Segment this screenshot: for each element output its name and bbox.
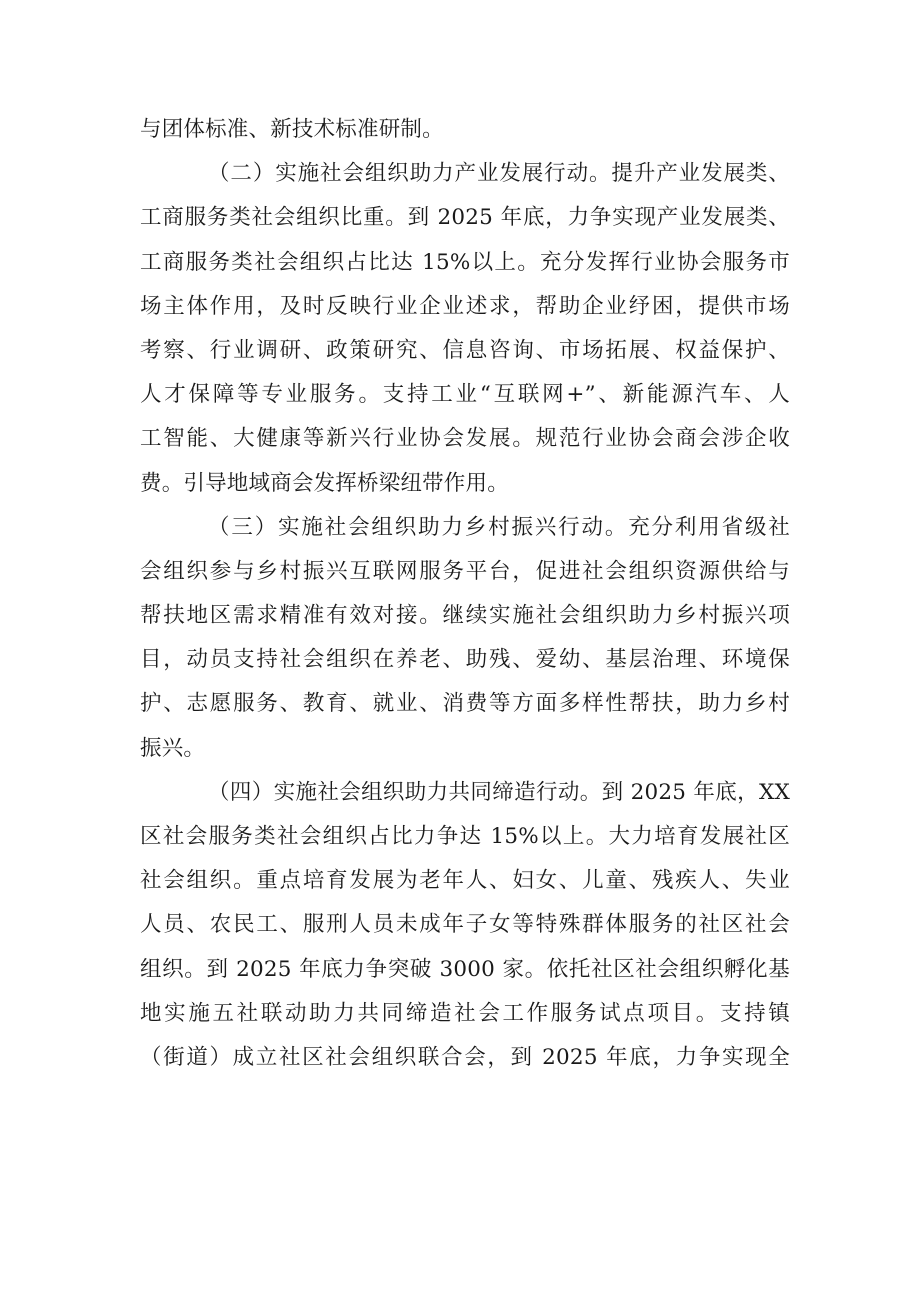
text-line: 目，动员支持社会组织在养老、助残、爱幼、基层治理、环境保 bbox=[140, 647, 790, 673]
text-line: 会组织参与乡村振兴互联网服务平台，促进社会组织资源供给与 bbox=[140, 558, 790, 584]
text-line: 工商服务类社会组织比重。到 2025 年底，力争实现产业发展类、 bbox=[140, 205, 790, 231]
text-line: （二）实施社会组织助力产业发展行动。提升产业发展类、 bbox=[208, 161, 790, 187]
text-line: 考察、行业调研、政策研究、信息咨询、市场拓展、权益保护、 bbox=[140, 337, 790, 363]
text-line: （四）实施社会组织助力共同缔造行动。到 2025 年底，XX bbox=[208, 779, 790, 805]
text-line: 帮扶地区需求精准有效对接。继续实施社会组织助力乡村振兴项 bbox=[140, 603, 790, 629]
text-line: 护、志愿服务、教育、就业、消费等方面多样性帮扶，助力乡村 bbox=[140, 691, 790, 717]
text-line: （街道）成立社区社会组织联合会，到 2025 年底，力争实现全 bbox=[140, 1044, 790, 1070]
text-line: 振兴。 bbox=[140, 735, 206, 761]
text-line: 工商服务类社会组织占比达 15%以上。充分发挥行业协会服务市 bbox=[140, 249, 790, 275]
text-line: 人才保障等专业服务。支持工业“互联网+”、新能源汽车、人 bbox=[140, 382, 790, 408]
text-line: （三）实施社会组织助力乡村振兴行动。充分利用省级社 bbox=[208, 514, 790, 540]
text-line: 社会组织。重点培育发展为老年人、妇女、儿童、残疾人、失业 bbox=[140, 868, 790, 894]
text-line: 场主体作用，及时反映行业企业述求，帮助企业纾困，提供市场 bbox=[140, 293, 790, 319]
text-line: 工智能、大健康等新兴行业协会发展。规范行业协会商会涉企收 bbox=[140, 426, 790, 452]
text-line: 人员、农民工、服刑人员未成年子女等特殊群体服务的社区社会 bbox=[140, 912, 790, 938]
text-line: 组织。到 2025 年底力争突破 3000 家。依托社区社会组织孵化基 bbox=[140, 956, 790, 982]
document-body bbox=[140, 108, 790, 1080]
text-line: 费。引导地域商会发挥桥梁纽带作用。 bbox=[140, 470, 509, 496]
text-line: 与团体标准、新技术标准研制。 bbox=[140, 117, 444, 142]
text-line: 区社会服务类社会组织占比力争达 15%以上。大力培育发展社区 bbox=[140, 824, 790, 849]
text-line: 地实施五社联动助力共同缔造社会工作服务试点项目。支持镇 bbox=[140, 1000, 790, 1026]
